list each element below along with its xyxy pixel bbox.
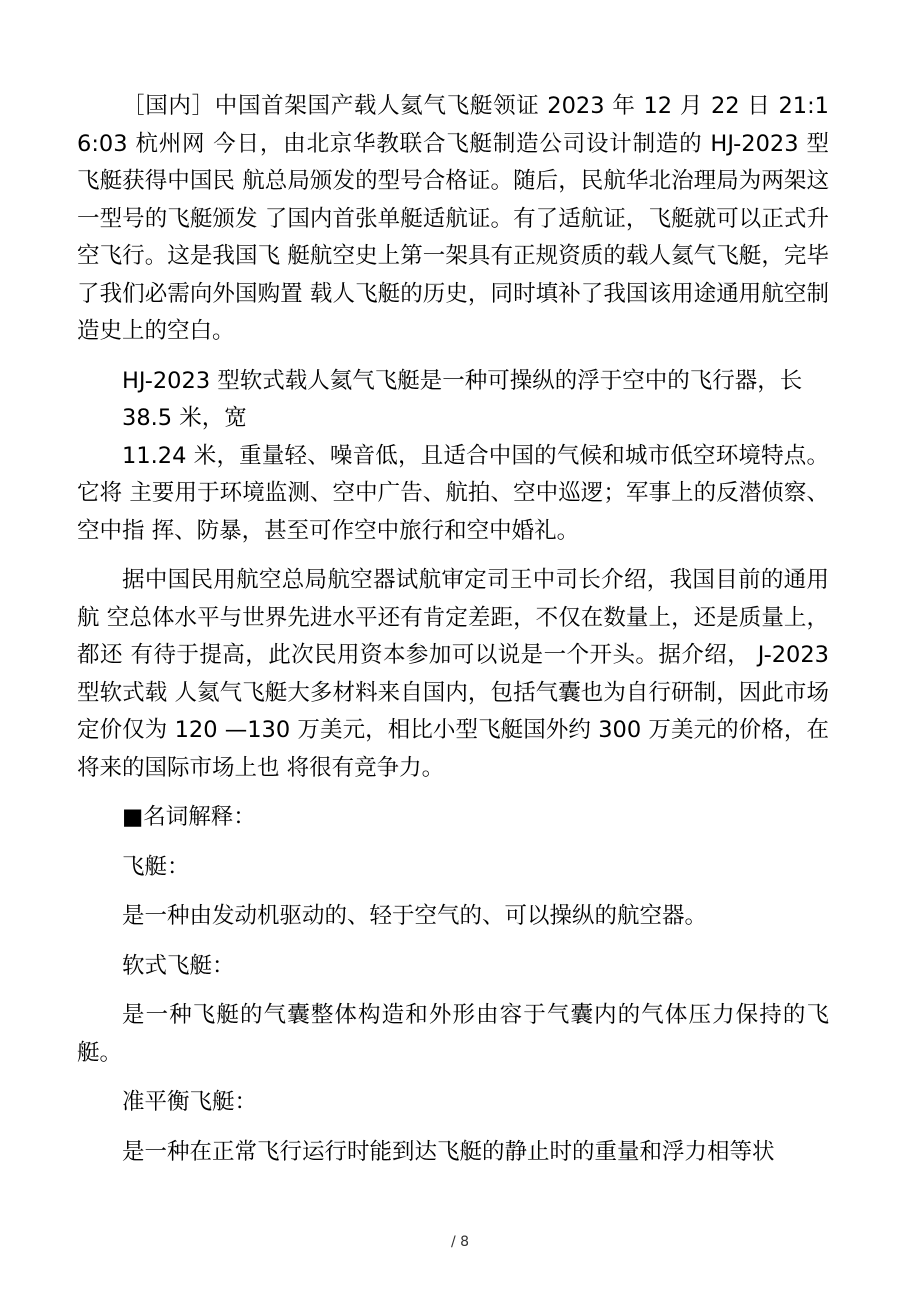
glossary-definition: 是一种在正常飞行运行时能到达飞艇的静止时的重量和浮力相等状 bbox=[122, 1138, 775, 1165]
glossary-term: 飞艇： bbox=[122, 853, 190, 880]
glossary-definition: 是一种飞艇的气囊整体构造和外形由容于气囊内的气体压力保持的飞艇。 bbox=[77, 1002, 829, 1066]
glossary-term: 软式飞艇： bbox=[122, 952, 235, 979]
news-lead-paragraph: ［国内］中国首架国产载人氦气飞艇领证 2023 年 12 月 22 日 21:16:03 杭州网 今日，由北京华教联合飞艇制造公司设计制造的 HJ-2023 型飞艇获得中国民 航总局颁发的型号合格证。随后，民航华北治理局为两架这一型号的飞艇颁发 了国内首张单艇适航证。有了适航证，飞艇就可以正式升空飞行。这是我国飞 艇航空史上第一架具有正规资质的载人氦气飞艇，完毕了我们必需向外国购置 载人飞艇的历史，同时填补了我国该用途通用航空制造史上的空白。 bbox=[77, 93, 829, 344]
page-number: / 8 bbox=[450, 1234, 470, 1250]
specs-line-1: HJ-2023 型软式载人氦气飞艇是一种可操纵的浮于空中的飞行器，长 bbox=[122, 367, 803, 394]
glossary-definition: 是一种由发动机驱动的、轻于空气的、可以操纵的航空器。 bbox=[122, 903, 708, 929]
document-body bbox=[77, 88, 829, 1171]
specs-paragraph: 11.24 米，重量轻、噪音低，且适合中国的气候和城市低空环境特点。它将 主要用于环境监测、空中广告、航拍、空中巡逻；军事上的反潜侦察、空中指 挥、防暴，甚至可作空中旅行和空中婚礼。 bbox=[77, 442, 829, 544]
director-intro-paragraph: 据中国民用航空总局航空器试航审定司王中司长介绍，我国目前的通用航 空总体水平与世界先进水平还有肯定差距，不仅在数量上，还是质量上，都还 有待于提高，此次民用资本参加可以说是一个开头。据介绍， J-2023 型软式载 人氦气飞艇大多材料来自国内，包括气囊也为自行研制，因此市场定价仅为 120 —130 万美元，相比小型飞艇国外约 300 万美元的价格，在将来的国际市场上也 将很有竞争力。 bbox=[77, 567, 829, 781]
glossary-heading: ■名词解释： bbox=[122, 804, 256, 830]
glossary-term: 准平衡飞艇： bbox=[122, 1089, 258, 1115]
specs-line-2: 38.5 米，宽 bbox=[122, 405, 247, 431]
